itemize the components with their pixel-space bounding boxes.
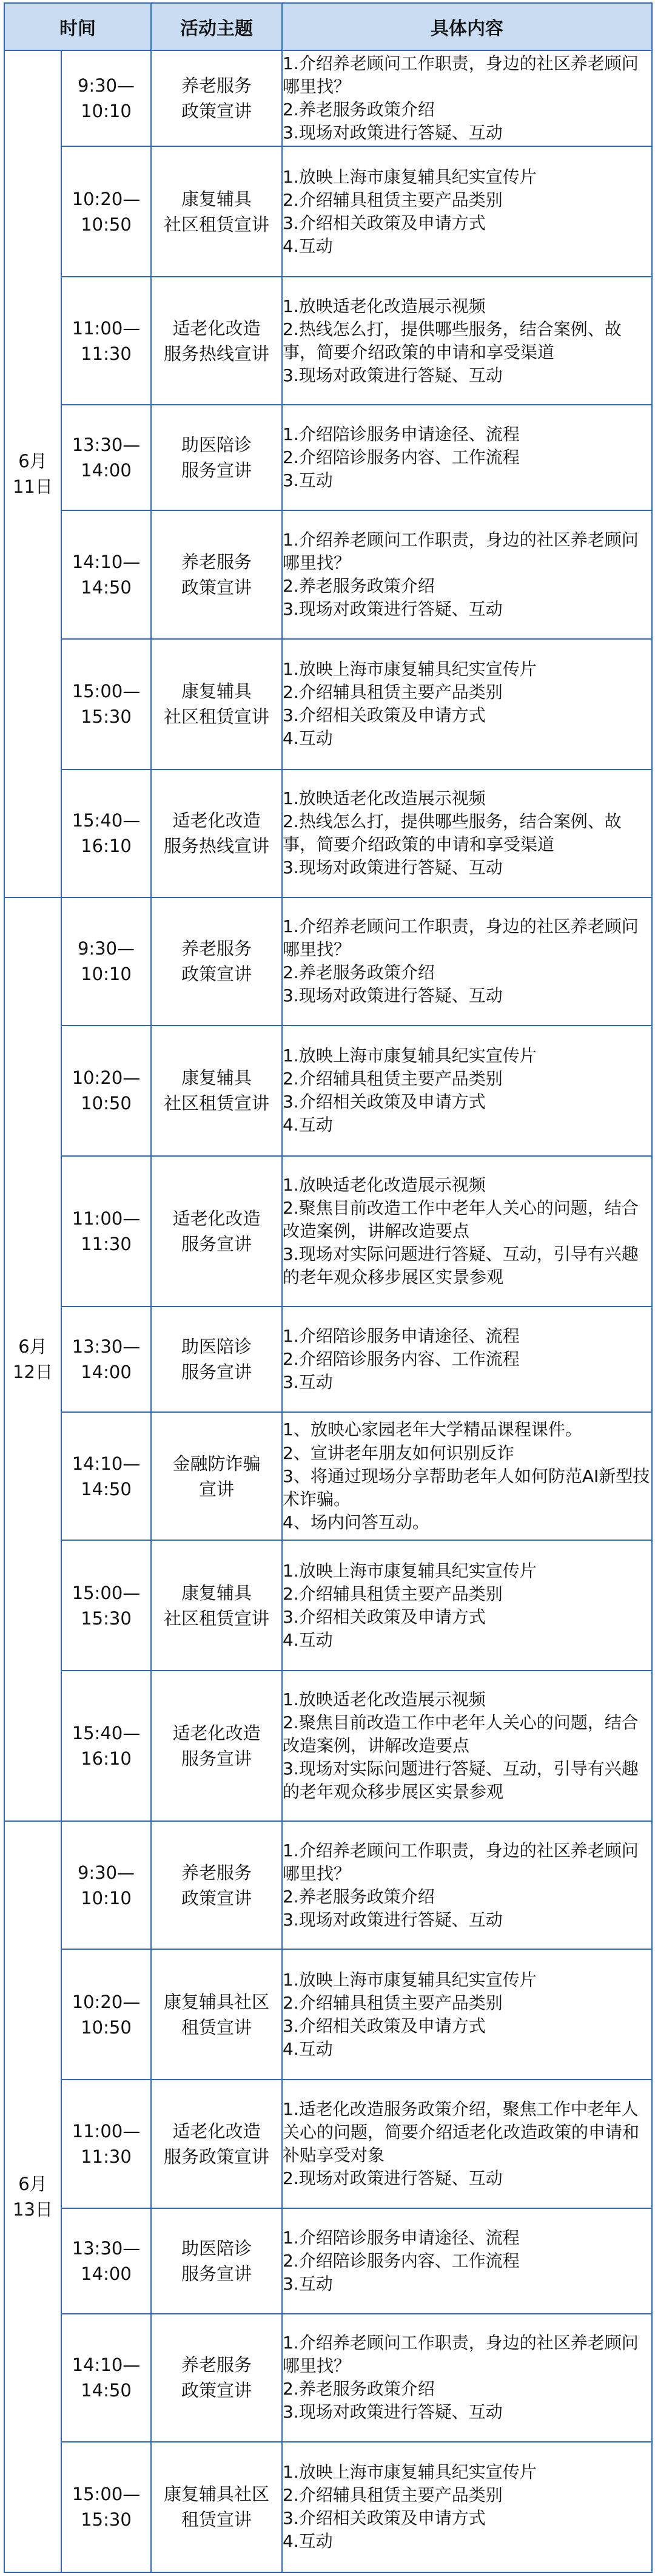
time-label: 11:00— 11:30 xyxy=(72,1208,141,1254)
time-label: 11:00— 11:30 xyxy=(72,2120,141,2167)
table-row xyxy=(4,277,652,405)
time-cell xyxy=(61,2314,151,2442)
content-line: 2.介绍辅具租赁主要产品类别 xyxy=(283,1992,503,2013)
topic-cell xyxy=(151,2314,282,2442)
content-line: 1.放映上海市康复辅具纪实宣传片 xyxy=(283,1969,537,1990)
topic-cell xyxy=(151,1026,282,1156)
time-cell xyxy=(61,2080,151,2208)
content-cell xyxy=(282,277,652,405)
table-row xyxy=(4,1156,652,1307)
topic-label: 适老化改造 服务政策宣讲 xyxy=(163,2120,269,2167)
content-cell xyxy=(282,2442,652,2572)
time-label: 15:00— 15:30 xyxy=(72,2484,141,2530)
content-line: 3.现场对政策进行答疑、互动 xyxy=(283,599,503,620)
schedule-table xyxy=(4,2,653,2573)
date-cell xyxy=(4,898,61,1821)
time-cell xyxy=(61,1540,151,1671)
topic-label: 金融防诈骗 宣讲 xyxy=(172,1453,261,1499)
content-cell xyxy=(282,2080,652,2208)
content-line: 3.介绍相关政策及申请方式 xyxy=(283,1092,486,1112)
content-line: 3.现场对政策进行答疑、互动 xyxy=(283,1909,503,1930)
content-cell xyxy=(282,2314,652,2442)
content-line: 1.介绍养老顾问工作职责，身边的社区养老顾问哪里找？ xyxy=(283,53,639,96)
content-line: 3、将通过现场分享帮助老年人如何防范AI新型技术诈骗。 xyxy=(283,1465,650,1509)
time-label: 9:30— 10:10 xyxy=(77,75,135,122)
time-cell xyxy=(61,50,151,146)
content-line: 2.介绍辅具租赁主要产品类别 xyxy=(283,1069,503,1089)
topic-label: 养老服务 政策宣讲 xyxy=(181,938,252,985)
table-row xyxy=(4,639,652,769)
content-line: 3.介绍相关政策及申请方式 xyxy=(283,1606,486,1627)
topic-cell xyxy=(151,50,282,146)
content-line: 1.放映适老化改造展示视频 xyxy=(283,296,486,316)
time-cell xyxy=(61,1412,151,1540)
topic-label: 康复辅具 社区租赁宣讲 xyxy=(163,188,269,235)
topic-label: 养老服务 政策宣讲 xyxy=(181,75,252,122)
content-line: 1.放映适老化改造展示视频 xyxy=(283,1174,486,1195)
date-cell xyxy=(4,1821,61,2572)
content-line: 3.现场对实际问题进行答疑、互动，引导有兴趣的老年观众移步展区实景参观 xyxy=(283,1243,639,1288)
topic-cell xyxy=(151,1671,282,1821)
content-cell xyxy=(282,639,652,769)
content-cell xyxy=(282,1949,652,2080)
time-label: 10:20— 10:50 xyxy=(72,1991,141,2038)
time-cell xyxy=(61,1307,151,1412)
topic-cell xyxy=(151,769,282,898)
table-row xyxy=(4,1307,652,1412)
date-label: 6月 11日 xyxy=(13,450,53,497)
content-cell xyxy=(282,1540,652,1671)
content-line: 2.介绍辅具租赁主要产品类别 xyxy=(283,682,503,703)
table-row xyxy=(4,769,652,898)
content-line: 3.现场对政策进行答疑、互动 xyxy=(283,365,503,385)
content-cell xyxy=(282,2208,652,2314)
header-row xyxy=(4,3,652,50)
content-line: 4.互动 xyxy=(283,2531,333,2552)
content-line: 1.介绍陪诊服务申请途径、流程 xyxy=(283,1325,520,1346)
content-line: 1、放映心家园老年大学精品课程课件。 xyxy=(283,1419,582,1440)
topic-cell xyxy=(151,1307,282,1412)
content-line: 3.现场对政策进行答疑、互动 xyxy=(283,985,503,1006)
table-row xyxy=(4,2080,652,2208)
topic-cell xyxy=(151,639,282,769)
content-line: 1.放映上海市康复辅具纪实宣传片 xyxy=(283,1046,537,1066)
content-cell xyxy=(282,1821,652,1949)
content-line: 4.互动 xyxy=(283,2038,333,2059)
topic-label: 适老化改造 服务宣讲 xyxy=(172,1723,261,1770)
content-line: 2、宣讲老年朋友如何识别反诈 xyxy=(283,1442,514,1463)
table-row xyxy=(4,1949,652,2080)
time-label: 15:00— 15:30 xyxy=(72,681,141,728)
content-line: 2.介绍辅具租赁主要产品类别 xyxy=(283,1583,503,1604)
topic-label: 养老服务 政策宣讲 xyxy=(181,1862,252,1908)
content-line: 3.介绍相关政策及申请方式 xyxy=(283,2508,486,2529)
content-line: 3.互动 xyxy=(283,1372,333,1393)
header-topic: 活动主题 xyxy=(151,3,282,50)
date-cell xyxy=(4,50,61,898)
time-label: 11:00— 11:30 xyxy=(72,317,141,364)
table-row xyxy=(4,146,652,277)
content-line: 2.热线怎么打，提供哪些服务，结合案例、故事，简要介绍政策的申请和享受渠道 xyxy=(283,319,622,362)
topic-label: 助医陪诊 服务宣讲 xyxy=(181,1336,252,1382)
time-cell xyxy=(61,898,151,1026)
content-line: 1.放映上海市康复辅具纪实宣传片 xyxy=(283,1560,537,1581)
topic-label: 适老化改造 服务热线宣讲 xyxy=(163,317,269,364)
table-row xyxy=(4,405,652,510)
time-cell xyxy=(61,1821,151,1949)
topic-cell xyxy=(151,1156,282,1307)
time-cell xyxy=(61,2442,151,2572)
topic-cell xyxy=(151,2080,282,2208)
content-line: 3.现场对政策进行答疑、互动 xyxy=(283,2402,503,2422)
topic-label: 适老化改造 服务宣讲 xyxy=(172,1208,261,1254)
time-label: 10:20— 10:50 xyxy=(72,188,141,235)
content-line: 1.介绍养老顾问工作职责，身边的社区养老顾问哪里找？ xyxy=(283,916,639,960)
content-cell xyxy=(282,1156,652,1307)
topic-cell xyxy=(151,277,282,405)
content-line: 3.现场对政策进行答疑、互动 xyxy=(283,857,503,878)
content-line: 1.介绍养老顾问工作职责，身边的社区养老顾问哪里找？ xyxy=(283,2333,639,2376)
content-line: 3.互动 xyxy=(283,2273,333,2294)
content-cell xyxy=(282,50,652,146)
topic-cell xyxy=(151,2208,282,2314)
time-label: 10:20— 10:50 xyxy=(72,1067,141,1114)
content-line: 2.聚焦目前改造工作中老年人关心的问题，结合改造案例，讲解改造要点 xyxy=(283,1712,639,1756)
topic-cell xyxy=(151,1540,282,1671)
time-label: 14:10— 14:50 xyxy=(72,2355,141,2401)
topic-label: 康复辅具社区 租赁宣讲 xyxy=(163,1991,269,2038)
content-line: 1.放映适老化改造展示视频 xyxy=(283,1689,486,1710)
time-cell xyxy=(61,405,151,510)
time-cell xyxy=(61,277,151,405)
topic-cell xyxy=(151,405,282,510)
table-row xyxy=(4,2442,652,2572)
topic-label: 康复辅具社区 租赁宣讲 xyxy=(163,2484,269,2530)
content-line: 2.现场对政策进行答疑、互动 xyxy=(283,2168,503,2189)
time-cell xyxy=(61,1156,151,1307)
content-line: 2.养老服务政策介绍 xyxy=(283,100,435,120)
content-line: 4、场内问答互动。 xyxy=(283,1512,429,1532)
content-line: 2.介绍陪诊服务内容、工作流程 xyxy=(283,2250,520,2271)
content-line: 1.放映上海市康复辅具纪实宣传片 xyxy=(283,2462,537,2483)
content-line: 1.放映上海市康复辅具纪实宣传片 xyxy=(283,658,537,679)
time-label: 14:10— 14:50 xyxy=(72,1453,141,1499)
time-label: 15:00— 15:30 xyxy=(72,1582,141,1629)
table-header xyxy=(4,3,652,50)
content-cell xyxy=(282,510,652,638)
content-line: 4.互动 xyxy=(283,235,333,256)
content-line: 1.适老化改造服务政策介绍，聚焦工作中老年人关心的问题，简要介绍适老化改造政策的申请和补贴享受对象 xyxy=(283,2098,640,2165)
content-line: 2.介绍辅具租赁主要产品类别 xyxy=(283,2485,503,2506)
topic-cell xyxy=(151,898,282,1026)
table-row xyxy=(4,1671,652,1821)
topic-label: 康复辅具 社区租赁宣讲 xyxy=(163,1582,269,1629)
content-line: 2.热线怎么打，提供哪些服务，结合案例、故事，简要介绍政策的申请和享受渠道 xyxy=(283,811,622,855)
time-label: 15:40— 16:10 xyxy=(72,810,141,857)
table-row xyxy=(4,2314,652,2442)
header-content: 具体内容 xyxy=(282,3,652,50)
content-cell xyxy=(282,1307,652,1412)
table-row xyxy=(4,510,652,638)
content-line: 3.现场对政策进行答疑、互动 xyxy=(283,123,503,143)
content-line: 4.互动 xyxy=(283,1629,333,1650)
content-cell xyxy=(282,1412,652,1540)
topic-cell xyxy=(151,146,282,277)
time-label: 15:40— 16:10 xyxy=(72,1723,141,1770)
content-line: 1.放映适老化改造展示视频 xyxy=(283,788,486,809)
time-label: 13:30— 14:00 xyxy=(72,1336,141,1382)
content-line: 3.介绍相关政策及申请方式 xyxy=(283,2015,486,2036)
topic-label: 康复辅具 社区租赁宣讲 xyxy=(163,1067,269,1114)
time-label: 14:10— 14:50 xyxy=(72,551,141,598)
table-row xyxy=(4,1412,652,1540)
content-line: 2.养老服务政策介绍 xyxy=(283,962,435,983)
topic-label: 康复辅具 社区租赁宣讲 xyxy=(163,681,269,728)
table-row xyxy=(4,1026,652,1156)
content-line: 2.介绍辅具租赁主要产品类别 xyxy=(283,189,503,210)
table-row xyxy=(4,50,652,146)
time-cell xyxy=(61,2208,151,2314)
table-body xyxy=(4,50,652,2572)
topic-cell xyxy=(151,2442,282,2572)
topic-cell xyxy=(151,510,282,638)
date-label: 6月 13日 xyxy=(13,2174,53,2220)
time-cell xyxy=(61,1026,151,1156)
time-cell xyxy=(61,510,151,638)
content-line: 3.互动 xyxy=(283,470,333,491)
content-cell xyxy=(282,769,652,898)
topic-cell xyxy=(151,1821,282,1949)
topic-label: 助医陪诊 服务宣讲 xyxy=(181,434,252,481)
topic-label: 养老服务 政策宣讲 xyxy=(181,551,252,598)
time-label: 13:30— 14:00 xyxy=(72,434,141,481)
content-cell xyxy=(282,1671,652,1821)
time-cell xyxy=(61,769,151,898)
content-line: 4.互动 xyxy=(283,728,333,749)
content-line: 1.介绍养老顾问工作职责，身边的社区养老顾问哪里找？ xyxy=(283,1840,639,1884)
table-row xyxy=(4,1540,652,1671)
content-line: 1.放映上海市康复辅具纪实宣传片 xyxy=(283,166,537,187)
time-cell xyxy=(61,1949,151,2080)
content-line: 2.养老服务政策介绍 xyxy=(283,2379,435,2399)
content-line: 1.介绍养老顾问工作职责，身边的社区养老顾问哪里找？ xyxy=(283,529,639,573)
content-line: 3.介绍相关政策及申请方式 xyxy=(283,212,486,233)
content-cell xyxy=(282,898,652,1026)
content-cell xyxy=(282,146,652,277)
content-line: 2.聚焦目前改造工作中老年人关心的问题，结合改造案例，讲解改造要点 xyxy=(283,1197,639,1241)
content-cell xyxy=(282,1026,652,1156)
time-cell xyxy=(61,1671,151,1821)
content-line: 2.养老服务政策介绍 xyxy=(283,576,435,597)
time-cell xyxy=(61,639,151,769)
table-row xyxy=(4,1821,652,1949)
content-line: 2.介绍陪诊服务内容、工作流程 xyxy=(283,1348,520,1369)
content-line: 3.现场对实际问题进行答疑、互动，引导有兴趣的老年观众移步展区实景参观 xyxy=(283,1759,639,1802)
content-line: 4.互动 xyxy=(283,1115,333,1135)
header-time: 时间 xyxy=(4,3,151,50)
time-label: 13:30— 14:00 xyxy=(72,2237,141,2284)
topic-cell xyxy=(151,1949,282,2080)
time-cell xyxy=(61,146,151,277)
table-row xyxy=(4,2208,652,2314)
topic-cell xyxy=(151,1412,282,1540)
table-row xyxy=(4,898,652,1026)
content-line: 2.介绍陪诊服务内容、工作流程 xyxy=(283,447,520,468)
topic-label: 养老服务 政策宣讲 xyxy=(181,2355,252,2401)
date-label: 6月 12日 xyxy=(13,1336,53,1382)
topic-label: 助医陪诊 服务宣讲 xyxy=(181,2237,252,2284)
content-cell xyxy=(282,405,652,510)
time-label: 9:30— 10:10 xyxy=(77,938,135,985)
content-line: 1.介绍陪诊服务申请途径、流程 xyxy=(283,2227,520,2248)
topic-label: 适老化改造 服务热线宣讲 xyxy=(163,810,269,857)
content-line: 2.养老服务政策介绍 xyxy=(283,1886,435,1907)
content-line: 1.介绍陪诊服务申请途径、流程 xyxy=(283,424,520,445)
time-label: 9:30— 10:10 xyxy=(77,1862,135,1908)
content-line: 3.介绍相关政策及申请方式 xyxy=(283,705,486,726)
